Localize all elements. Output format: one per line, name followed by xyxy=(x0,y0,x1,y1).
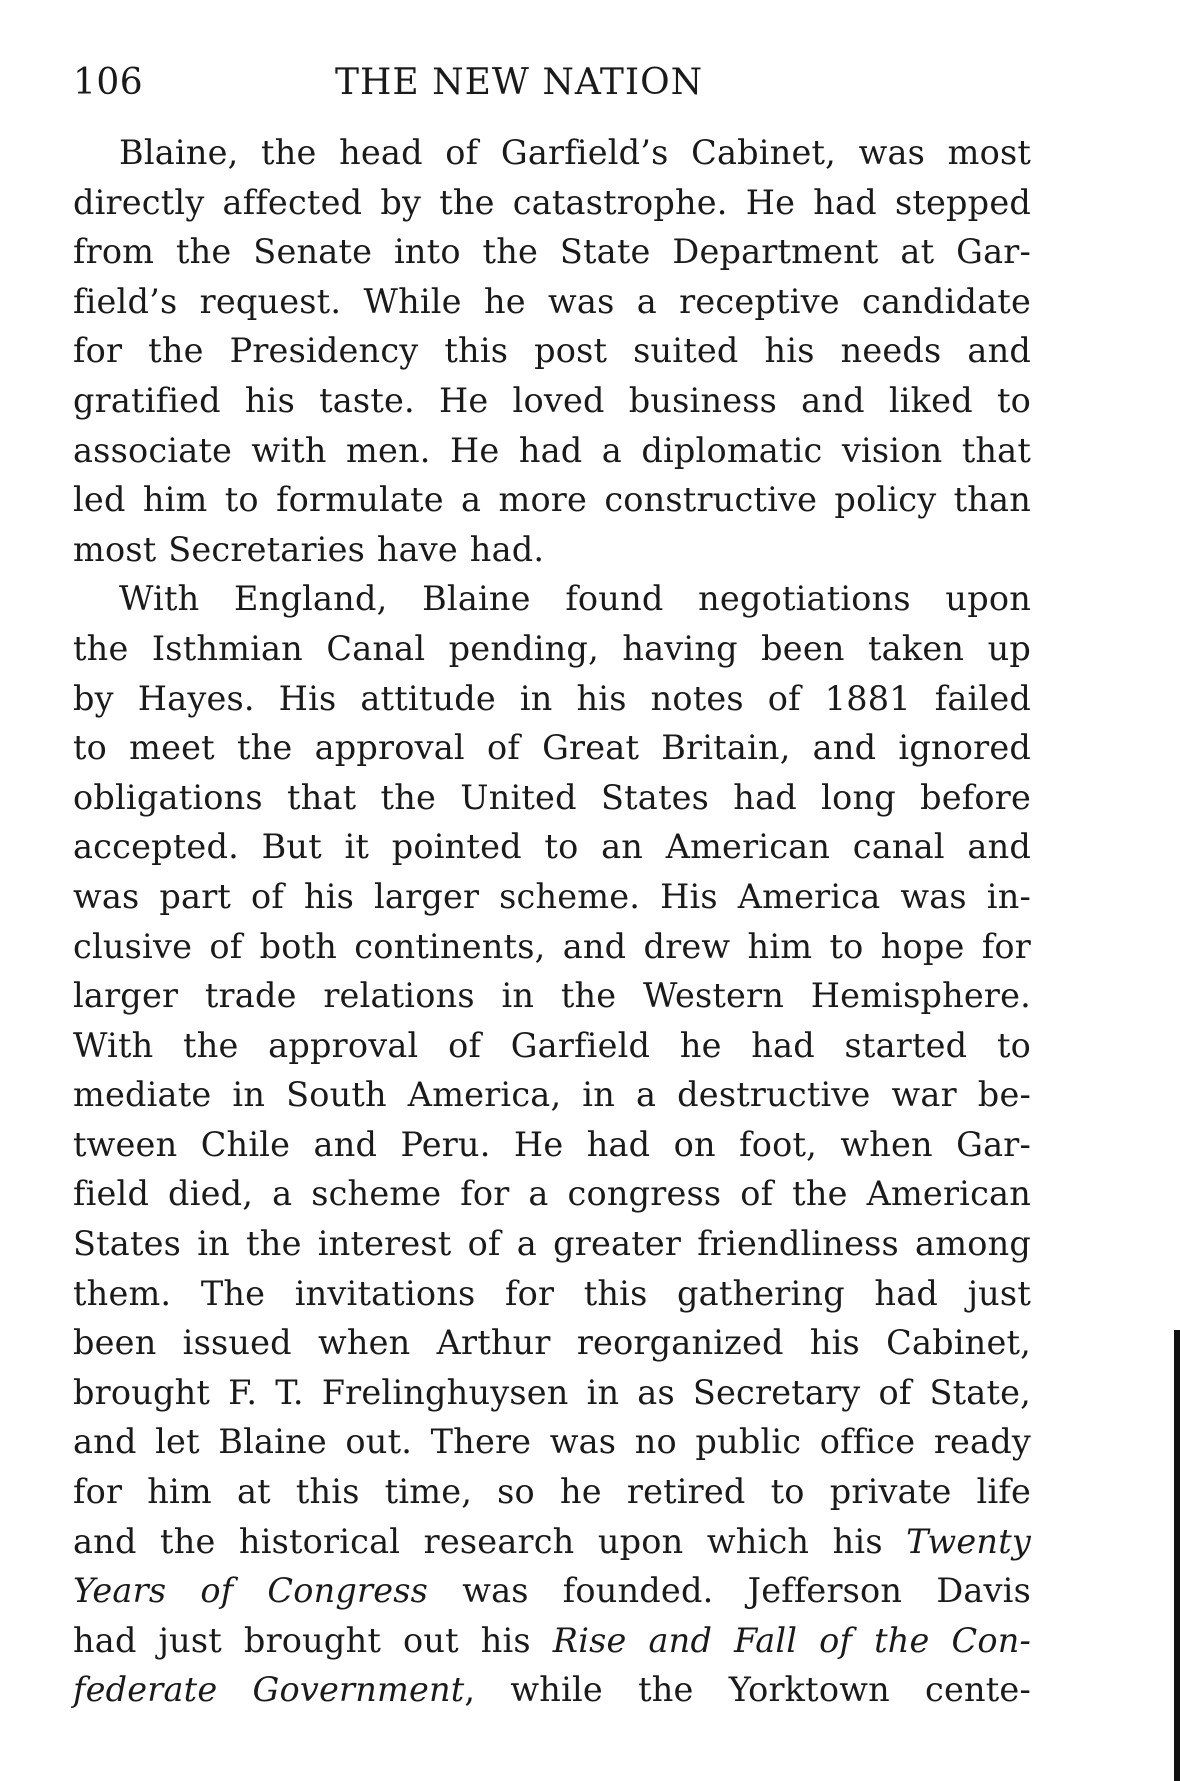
text-line: States in the interest of a greater friendliness among xyxy=(73,1224,1031,1264)
text-line: and let Blaine out. There was no public office ready xyxy=(73,1422,1031,1462)
text-line: clusive of both continents, and drew him to hope for xyxy=(73,926,1031,966)
text-line: With the approval of Garfield he had started to xyxy=(73,1025,1031,1065)
text-line: obligations that the United States had long before xyxy=(73,777,1031,817)
text-line: for the Presidency this post suited his needs and xyxy=(73,331,1031,371)
text-line: With England, Blaine found negotiations upon xyxy=(119,579,1031,619)
page-edge-rule xyxy=(1174,1330,1180,1781)
text-line: field’s request. While he was a receptive candidate xyxy=(73,281,1031,321)
text-line: Blaine, the head of Garfield’s Cabinet, was most xyxy=(119,133,1031,172)
text-line: federate Government, while the Yorktown cente- xyxy=(73,1670,1031,1710)
text-line: larger trade relations in the Western Hemisphere. xyxy=(73,976,1031,1016)
text-line: field died, a scheme for a congress of the American xyxy=(73,1174,1031,1214)
text-line: accepted. But it pointed to an American canal and xyxy=(73,827,1031,867)
text-line: been issued when Arthur reorganized his Cabinet, xyxy=(73,1323,1031,1363)
text-line: had just brought out his Rise and Fall of the Con- xyxy=(73,1620,1031,1660)
text-line: for him at this time, so he retired to private life xyxy=(73,1472,1031,1512)
page-number: 106 xyxy=(73,62,144,103)
text-line: most Secretaries have had. xyxy=(73,529,545,569)
text-line: to meet the approval of Great Britain, and ignored xyxy=(73,728,1031,768)
text-line: the Isthmian Canal pending, having been taken up xyxy=(73,628,1031,668)
text-line: and the historical research upon which his Twenty xyxy=(73,1521,1031,1561)
text-line: directly affected by the catastrophe. He had stepped xyxy=(73,182,1031,222)
text-line: was part of his larger scheme. His America was in- xyxy=(73,876,1031,916)
text-line: Years of Congress was founded. Jefferson Davis xyxy=(73,1571,1031,1611)
text-line: by Hayes. His attitude in his notes of 1881 failed xyxy=(73,678,1031,718)
text-line: them. The invitations for this gathering had just xyxy=(73,1273,1031,1313)
text-line: associate with men. He had a diplomatic vision that xyxy=(73,430,1031,470)
text-line: mediate in South America, in a destructive war be- xyxy=(73,1075,1031,1115)
text-line: brought F. T. Frelinghuysen in as Secretary of State, xyxy=(73,1372,1031,1412)
text-line: led him to formulate a more constructive policy than xyxy=(73,480,1031,520)
text-line: gratified his taste. He loved business and liked to xyxy=(73,380,1031,420)
text-line: tween Chile and Peru. He had on foot, when Gar- xyxy=(73,1124,1031,1164)
page-header xyxy=(73,62,1023,112)
text-line: from the Senate into the State Department at Gar- xyxy=(73,232,1031,272)
body-text xyxy=(73,128,1031,1715)
running-head: THE NEW NATION xyxy=(335,62,704,103)
